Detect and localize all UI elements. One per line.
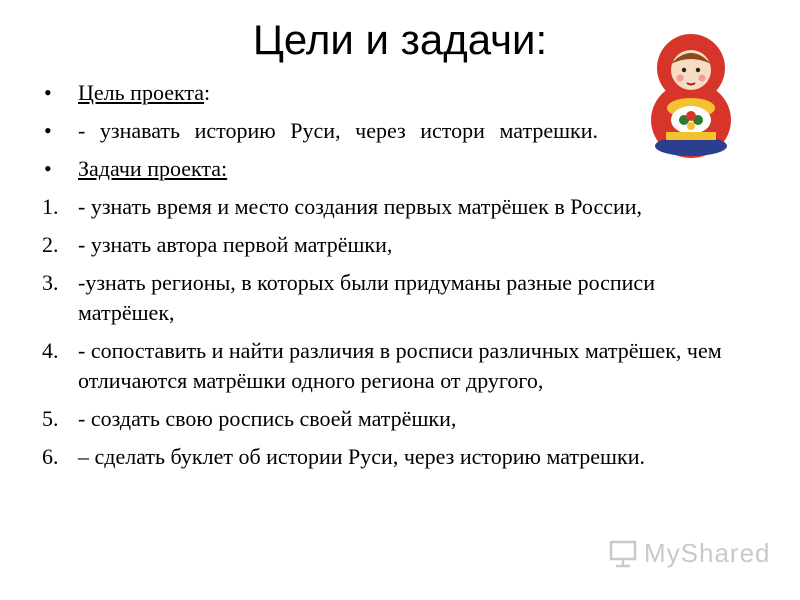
task-text: -узнать регионы, в которых были придуманы разные росписи матрёшек, xyxy=(78,270,655,325)
task-text: - узнать автора первой матрёшки, xyxy=(78,232,393,257)
slide-title: Цели и задачи: xyxy=(252,16,548,63)
task-text: – сделать буклет об истории Руси, через историю матрешки. xyxy=(78,444,645,469)
task-number: 4. xyxy=(42,338,59,363)
tasks-heading-item xyxy=(42,154,732,184)
goal-heading-colon: : xyxy=(204,80,211,105)
task-text: - сопоставить и найти различия в росписи различных матрёшек, чем отличаются матрёшки одного региона от другого, xyxy=(78,338,722,393)
task-item xyxy=(42,192,732,222)
task-item xyxy=(42,404,732,434)
watermark-text: MyShared xyxy=(644,537,771,568)
bullet-marker: • xyxy=(44,80,52,105)
task-number: 1. xyxy=(42,194,59,219)
task-item xyxy=(42,268,732,328)
goal-text-item xyxy=(42,116,732,146)
task-item xyxy=(42,230,732,260)
task-text: - создать свою роспись своей матрёшки, xyxy=(78,406,457,431)
presentation-board-icon xyxy=(608,538,638,568)
task-item xyxy=(42,442,732,472)
task-number: 5. xyxy=(42,406,59,431)
goal-heading: Цель проекта xyxy=(78,80,205,105)
task-number: 3. xyxy=(42,270,59,295)
tasks-heading: Задачи проекта: xyxy=(78,156,228,181)
goal-text: - узнавать историю Руси, через истори матрешки. xyxy=(78,118,598,143)
task-text: - узнать время и место создания первых матрёшек в России, xyxy=(78,194,643,219)
task-number: 2. xyxy=(42,232,59,257)
bullet-marker: • xyxy=(44,156,52,181)
task-number: 6. xyxy=(42,444,59,469)
watermark xyxy=(608,536,771,570)
goal-heading-item xyxy=(42,78,732,108)
task-item xyxy=(42,336,732,396)
slide-content xyxy=(42,78,732,480)
bullet-marker: • xyxy=(44,118,52,143)
